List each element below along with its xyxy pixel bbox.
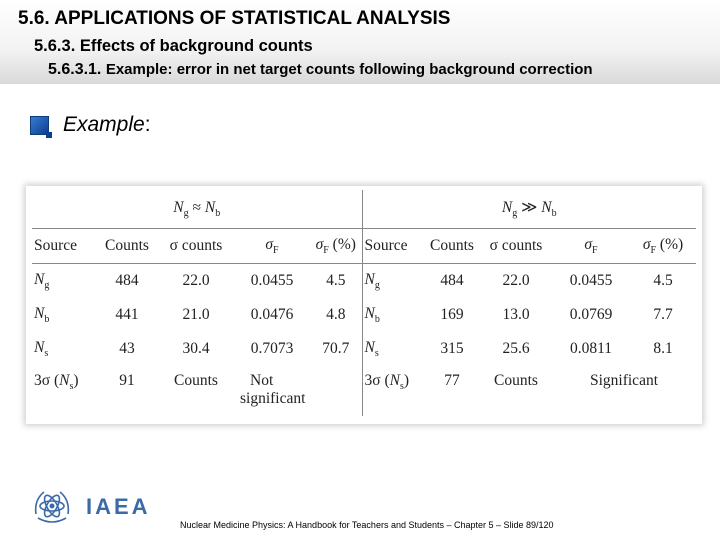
row-source: 3σ $(N_s)$ — [34, 372, 79, 393]
square-bullet-icon — [30, 116, 49, 135]
cell: 25.6 — [502, 340, 530, 357]
subsection-number: 5.6.3.1. — [48, 61, 102, 78]
cell: 484 — [115, 272, 139, 289]
iaea-logo-text: IAEA — [86, 494, 151, 519]
cell: 91 — [119, 372, 135, 389]
col-sigma-f-percent: $\sigma_F$ (%) — [630, 229, 696, 264]
col-source: Source — [32, 229, 96, 264]
footer-note: Nuclear Medicine Physics: A Handbook for Teachers and Students – Chapter 5 – Slide 89/120 — [180, 520, 554, 530]
group-right-header: $N_g$ ≫ $N_b$ — [362, 190, 696, 229]
cell: 441 — [115, 306, 139, 323]
row-source: 3σ $(N_s)$ — [364, 372, 410, 393]
group-left-header: $N_g \approx N_b$ — [32, 190, 362, 229]
cell: 77 — [444, 372, 460, 389]
example-colon: : — [144, 113, 151, 136]
cell: 4.5 — [653, 272, 673, 289]
row-source: $N_s$ — [34, 338, 49, 360]
note-line-1: Not — [250, 372, 274, 389]
cell: 0.0476 — [250, 306, 294, 323]
cell: Counts — [174, 372, 218, 389]
slide-footer — [0, 470, 720, 540]
row-source: $N_b$ — [364, 304, 380, 326]
cell: 484 — [440, 272, 464, 289]
cell: 0.0455 — [250, 272, 294, 289]
cell: 21.0 — [182, 306, 210, 323]
cell-significance: Significant — [589, 372, 659, 389]
cell: 0.7073 — [250, 340, 294, 357]
example-word: Example — [63, 113, 145, 136]
slide-title: 5.6. APPLICATIONS OF STATISTICAL ANALYSIS — [18, 8, 451, 29]
cell: 4.5 — [310, 264, 362, 299]
col-sigma-counts: σ counts — [480, 229, 552, 264]
cell: 4.8 — [310, 298, 362, 332]
column-header-row — [32, 229, 696, 264]
iaea-atom-emblem-icon — [30, 484, 74, 528]
cell: 22.0 — [502, 272, 530, 289]
cell: Counts — [494, 372, 538, 389]
group-header-row — [32, 190, 696, 229]
cell: 13.0 — [502, 306, 530, 323]
section-subtitle: 5.6.3. Effects of background counts — [34, 37, 313, 55]
slide-header — [0, 0, 720, 84]
cell: 43 — [119, 340, 135, 357]
col-counts: Counts — [424, 229, 480, 264]
bullet-example — [30, 113, 151, 137]
table-row — [32, 264, 696, 299]
cell: 8.1 — [653, 340, 673, 357]
subsection-text: Example: error in net target counts following background correction — [105, 61, 593, 78]
col-sigma-f: $\sigma_F$ — [234, 229, 310, 264]
table-row-detection-limit — [32, 366, 696, 416]
cell: 30.4 — [182, 340, 210, 357]
cell: 0.0811 — [569, 340, 613, 357]
col-counts: Counts — [96, 229, 158, 264]
cell: 315 — [440, 340, 464, 357]
row-source: $N_g$ — [364, 270, 380, 292]
results-table-image — [26, 186, 702, 424]
subsection-title — [48, 61, 593, 79]
cell-significance — [234, 366, 362, 416]
col-source: Source — [362, 229, 424, 264]
note-line-2: significant — [240, 390, 306, 407]
results-table — [32, 190, 696, 416]
cell: 169 — [440, 306, 464, 323]
row-source: $N_b$ — [34, 304, 50, 326]
row-source: $N_g$ — [34, 270, 50, 292]
example-label — [63, 113, 151, 137]
table-row — [32, 332, 696, 366]
col-sigma-f-percent: $\sigma_F$ (%) — [310, 229, 362, 264]
col-sigma-counts: σ counts — [158, 229, 234, 264]
cell: 22.0 — [182, 272, 210, 289]
table-row — [32, 298, 696, 332]
cell: 7.7 — [653, 306, 673, 323]
cell: 70.7 — [310, 332, 362, 366]
cell: 0.0769 — [569, 306, 613, 323]
col-sigma-f: $\sigma_F$ — [552, 229, 630, 264]
cell: 0.0455 — [569, 272, 613, 289]
row-source: $N_s$ — [364, 338, 379, 360]
